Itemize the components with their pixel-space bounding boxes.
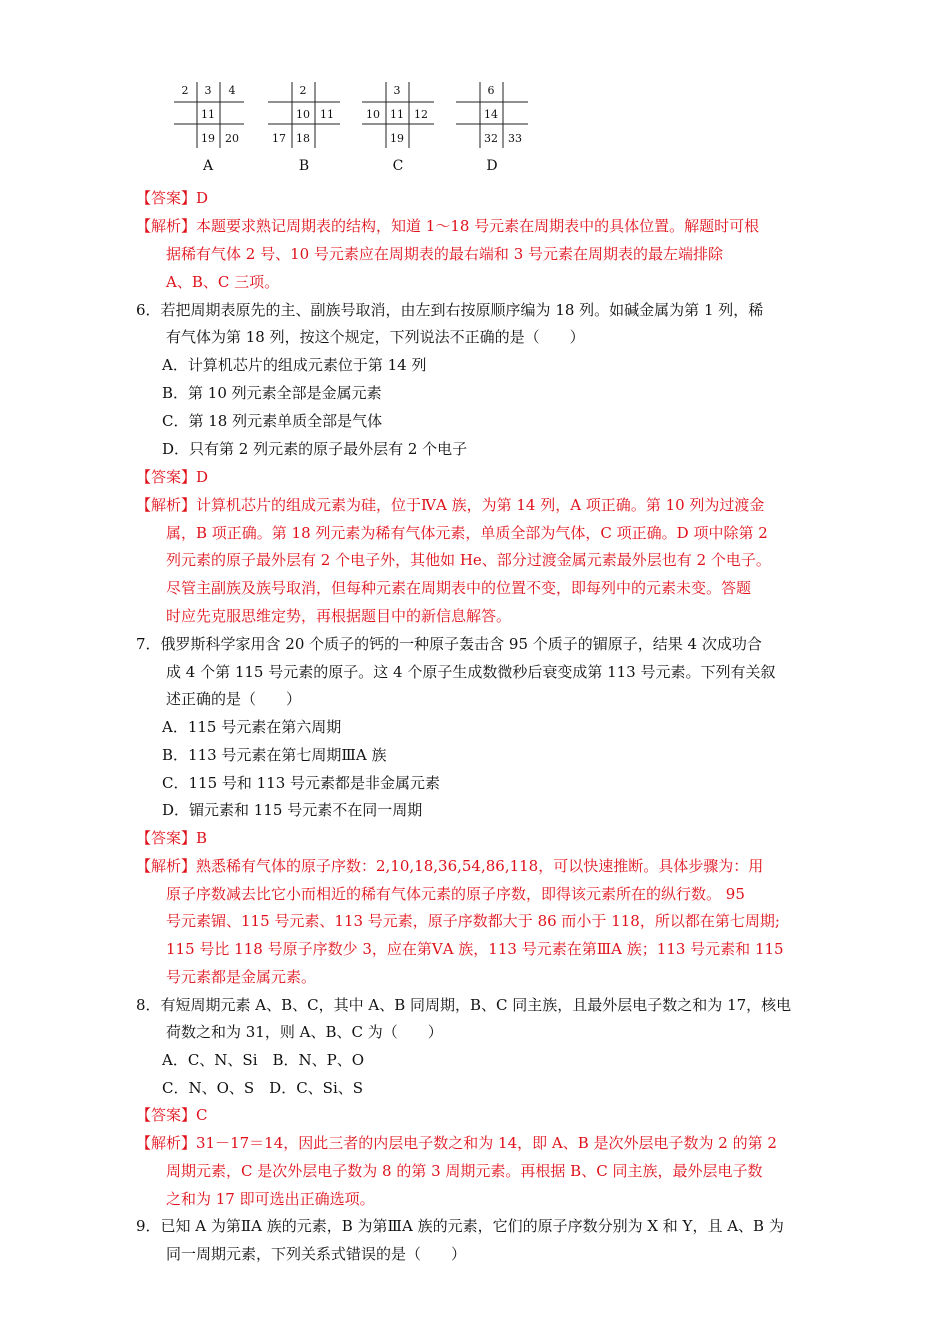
answer-tag: 【答案】D (136, 468, 209, 486)
question-stem: 成 4 个第 115 号元素的原子。这 4 个原子生成数微秒后衰变成第 113 号元素。下列有关叙 (166, 663, 776, 681)
grid-option-c (358, 78, 438, 178)
grid-cell: 2 (299, 84, 307, 97)
question-stem: 7．俄罗斯科学家用含 20 个质子的钙的一种原子轰击含 95 个质子的镅原子，结果 4 次成功合 (136, 635, 762, 653)
grid-cell: 19 (390, 132, 404, 145)
question-stem: 9．已知 A 为第ⅡA 族的元素，B 为第ⅢA 族的元素，它们的原子序数分别为 X 和 Y，且 A、B 为 (136, 1217, 784, 1235)
grid-cell: 10 (366, 108, 380, 121)
analysis-line: 之和为 17 即可选出正确选项。 (166, 1190, 375, 1208)
grid-cell: 17 (272, 132, 286, 145)
option-item: A．115 号元素在第六周期 (162, 718, 342, 736)
grid-label: C (392, 158, 404, 174)
analysis-line: 【解析】31－17＝14，因此三者的内层电子数之和为 14，即 A、B 是次外层电子数为 2 的第 2 (136, 1134, 777, 1152)
analysis-line: 号元素镅、115 号元素、113 号元素，原子序数都大于 86 而小于 118，所以都在第七周期; (166, 912, 780, 930)
option-item: C．115 号和 113 号元素都是非金属元素 (162, 774, 441, 792)
grid-cell: 11 (320, 108, 334, 121)
grid-cell: 11 (201, 108, 215, 121)
analysis-line: 据稀有气体 2 号、10 号元素应在周期表的最右端和 3 号元素在周期表的最左端排除 (166, 245, 724, 263)
grid-cell: 32 (484, 132, 498, 145)
analysis-line: 【解析】熟悉稀有气体的原子序数：2,10,18,36,54,86,118，可以快速推断。具体步骤为：用 (136, 857, 764, 875)
grid-label: A (202, 158, 214, 174)
answer-tag: 【答案】B (136, 829, 208, 847)
analysis-line: 属，B 项正确。第 18 列元素为稀有气体元素，单质全部为气体，C 项正确。D 项中除第 2 (166, 524, 768, 542)
grid-cell: 3 (393, 84, 401, 97)
grid-cell: 6 (487, 84, 495, 97)
analysis-line: A、B、C 三项。 (166, 273, 280, 291)
grid-cell: 2 (181, 84, 189, 97)
grid-cell: 10 (296, 108, 310, 121)
grid-cell: 12 (414, 108, 428, 121)
question-stem: 有气体为第 18 列，按这个规定，下列说法不正确的是（ ） (166, 328, 585, 346)
analysis-line: 【解析】计算机芯片的组成元素为硅，位于ⅣA 族，为第 14 列，A 项正确。第 10 列为过渡金 (136, 496, 765, 514)
question-stem: 同一周期元素，下列关系式错误的是（ ） (166, 1245, 467, 1263)
option-item: C．N、O、S D．C、Si、S (162, 1079, 364, 1097)
grid-cell: 20 (225, 132, 239, 145)
analysis-line: 尽管主副族及族号取消，但每种元素在周期表中的位置不变，即每列中的元素未变。答题 (166, 579, 752, 597)
grid-cell: 11 (390, 108, 404, 121)
grid-option-a (168, 78, 248, 178)
grid-label: B (298, 158, 310, 174)
option-item: D．镅元素和 115 号元素不在同一周期 (162, 801, 423, 819)
analysis-line: 原子序数减去比它小而相近的稀有气体元素的原子序数，即得该元素所在的纵行数。 95 (166, 885, 745, 903)
analysis-line: 115 号比 118 号原子序数少 3，应在第ⅤA 族，113 号元素在第ⅢA 族；113 号元素和 115 (166, 940, 784, 958)
grid-cell: 14 (484, 108, 498, 121)
grid-cell: 4 (228, 84, 236, 97)
grid-cell: 33 (508, 132, 522, 145)
analysis-line: 号元素都是金属元素。 (166, 968, 317, 986)
option-item: D．只有第 2 列元素的原子最外层有 2 个电子 (162, 440, 468, 458)
option-grids-figure (168, 78, 538, 178)
question-stem: 荷数之和为 31，则 A、B、C 为（ ） (166, 1023, 443, 1041)
grid-option-d (452, 78, 532, 178)
option-item: C．第 18 列元素单质全部是气体 (162, 412, 383, 430)
analysis-line: 时应先克服思维定势，再根据题目中的新信息解答。 (166, 607, 512, 625)
question-stem: 述正确的是（ ） (166, 690, 302, 708)
grid-cell: 3 (204, 84, 212, 97)
grid-label: D (486, 158, 498, 174)
question-stem: 8．有短周期元素 A、B、C，其中 A、B 同周期，B、C 同主族，且最外层电子数之和为 17，核电 (136, 996, 792, 1014)
grid-option-b (264, 78, 344, 178)
grid-cell: 18 (296, 132, 310, 145)
option-item: B．113 号元素在第七周期ⅢA 族 (162, 746, 387, 764)
analysis-line: 列元素的原子最外层有 2 个电子外，其他如 He、部分过渡金属元素最外层也有 2 个电子。 (166, 551, 771, 569)
answer-tag: 【答案】D (136, 189, 209, 207)
option-item: A．C、N、Si B．N、P、O (162, 1051, 365, 1069)
analysis-line: 周期元素，C 是次外层电子数为 8 的第 3 周期元素。再根据 B、C 同主族，最外层电子数 (166, 1162, 763, 1180)
grid-cell: 19 (201, 132, 215, 145)
option-item: B．第 10 列元素全部是金属元素 (162, 384, 382, 402)
answer-tag: 【答案】C (136, 1106, 208, 1124)
option-item: A．计算机芯片的组成元素位于第 14 列 (162, 356, 427, 374)
analysis-line: 【解析】本题要求熟记周期表的结构，知道 1～18 号元素在周期表中的具体位置。解题时可根 (136, 217, 760, 235)
question-stem: 6．若把周期表原先的主、副族号取消，由左到右按原顺序编为 18 列。如碱金属为第 1 列，稀 (136, 301, 764, 319)
